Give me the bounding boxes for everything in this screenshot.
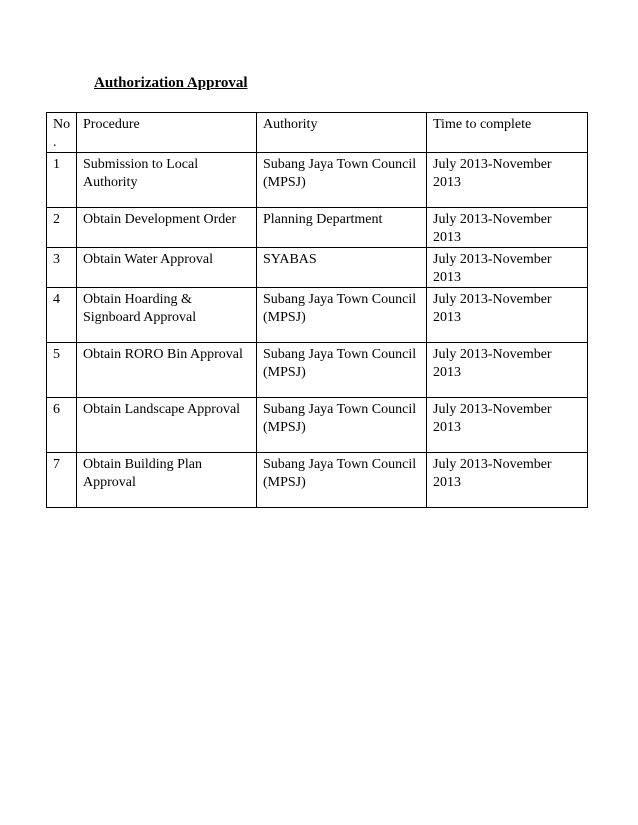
cell-no: 5 [47,343,77,398]
column-header-time: Time to complete [427,113,588,153]
cell-authority: Subang Jaya Town Council (MPSJ) [257,288,427,343]
column-header-procedure: Procedure [77,113,257,153]
cell-authority: Subang Jaya Town Council (MPSJ) [257,398,427,453]
cell-procedure: Obtain Hoarding & Signboard Approval [77,288,257,343]
cell-time: July 2013-November 2013 [427,288,588,343]
cell-authority: Planning Department [257,208,427,248]
cell-no: 7 [47,453,77,508]
authorization-approval-table [46,112,588,508]
cell-no: 6 [47,398,77,453]
cell-time: July 2013-November 2013 [427,343,588,398]
table-row [47,153,588,208]
cell-authority: Subang Jaya Town Council (MPSJ) [257,153,427,208]
column-header-authority: Authority [257,113,427,153]
cell-procedure: Obtain Landscape Approval [77,398,257,453]
cell-authority: SYABAS [257,248,427,288]
table-row [47,208,588,248]
cell-authority: Subang Jaya Town Council (MPSJ) [257,343,427,398]
cell-procedure: Obtain Water Approval [77,248,257,288]
cell-time: July 2013-November 2013 [427,453,588,508]
table-row [47,248,588,288]
table-row [47,398,588,453]
page-title: Authorization Approval [94,75,248,91]
cell-procedure: Obtain RORO Bin Approval [77,343,257,398]
cell-time: July 2013-November 2013 [427,248,588,288]
table-row [47,343,588,398]
table-header-row [47,113,588,153]
cell-procedure: Obtain Building Plan Approval [77,453,257,508]
cell-procedure: Submission to Local Authority [77,153,257,208]
cell-time: July 2013-November 2013 [427,153,588,208]
cell-no: 4 [47,288,77,343]
table-row [47,453,588,508]
cell-time: July 2013-November 2013 [427,398,588,453]
cell-no: 2 [47,208,77,248]
cell-time: July 2013-November 2013 [427,208,588,248]
cell-procedure: Obtain Development Order [77,208,257,248]
cell-authority: Subang Jaya Town Council (MPSJ) [257,453,427,508]
column-header-no: No . [47,113,77,153]
table-row [47,288,588,343]
cell-no: 3 [47,248,77,288]
cell-no: 1 [47,153,77,208]
